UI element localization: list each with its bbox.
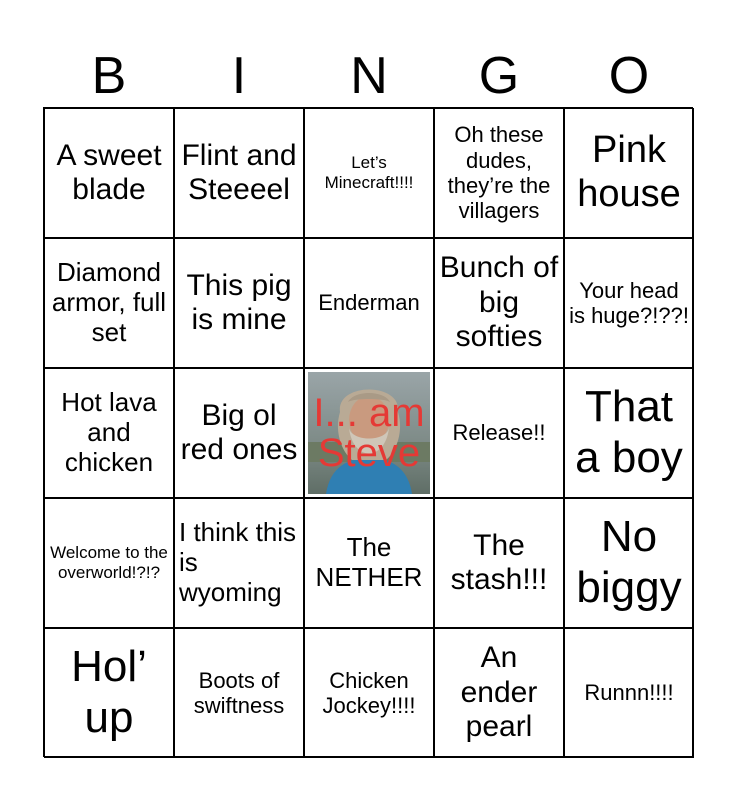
- free-space-text: I... am Steve: [313, 391, 425, 475]
- cell-text: That a boy: [575, 382, 683, 482]
- cell-text: Let’s Minecraft!!!!: [324, 153, 414, 192]
- header-letter-i: I: [231, 47, 247, 105]
- cell-text: Runnn!!!!: [584, 680, 674, 706]
- cell-text: An ender pearl: [460, 641, 538, 744]
- bingo-cell[interactable]: [304, 238, 434, 368]
- cell-text: Big ol red ones: [180, 398, 298, 466]
- bingo-cell[interactable]: [434, 238, 564, 368]
- cell-text: The stash!!!: [450, 528, 548, 596]
- bingo-cell[interactable]: [174, 108, 304, 238]
- cell-text: Hol’ up: [71, 642, 147, 742]
- cell-text: Bunch of big softies: [439, 251, 559, 354]
- header-letter-g: G: [478, 47, 520, 105]
- free-space[interactable]: [304, 368, 434, 498]
- bingo-cell[interactable]: [174, 368, 304, 498]
- cell-text: This pig is mine: [186, 268, 292, 336]
- header-letter-o: O: [608, 47, 650, 105]
- bingo-cell[interactable]: [564, 628, 694, 758]
- cell-text: Diamond armor, full set: [51, 257, 167, 347]
- cell-text: Hot lava and chicken: [61, 387, 157, 477]
- bingo-cell[interactable]: [44, 628, 174, 758]
- bingo-cell[interactable]: [44, 368, 174, 498]
- cell-text: Welcome to the overworld!?!?: [50, 543, 168, 582]
- bingo-grid: [43, 107, 693, 757]
- bingo-cell[interactable]: [44, 238, 174, 368]
- cell-text: Enderman: [318, 290, 420, 316]
- bingo-cell[interactable]: [434, 498, 564, 628]
- cell-text: Chicken Jockey!!!!: [322, 667, 416, 718]
- bingo-cell[interactable]: [564, 498, 694, 628]
- header-letter-b: B: [91, 47, 127, 105]
- cell-text: Boots of swiftness: [193, 667, 285, 718]
- bingo-cell[interactable]: [174, 238, 304, 368]
- bingo-cell[interactable]: [564, 238, 694, 368]
- cell-text: Pink house: [577, 129, 681, 215]
- bingo-cell[interactable]: [564, 108, 694, 238]
- bingo-cell[interactable]: [434, 368, 564, 498]
- bingo-header: [44, 44, 694, 108]
- bingo-cell[interactable]: [434, 108, 564, 238]
- bingo-cell[interactable]: [304, 498, 434, 628]
- cell-text: Flint and Steeeel: [181, 138, 297, 206]
- bingo-cell[interactable]: [564, 368, 694, 498]
- bingo-cell[interactable]: [174, 628, 304, 758]
- header-letter-n: N: [350, 47, 388, 105]
- cell-text: Your head is huge?!??!: [569, 277, 689, 328]
- bingo-cell[interactable]: [44, 108, 174, 238]
- cell-text: Release!!: [452, 420, 546, 446]
- cell-text: The NETHER: [315, 532, 423, 592]
- cell-text: I think this is wyoming: [179, 517, 297, 607]
- bingo-cell[interactable]: [174, 498, 304, 628]
- bingo-cell[interactable]: [434, 628, 564, 758]
- bingo-cell[interactable]: [304, 628, 434, 758]
- bingo-cell[interactable]: [304, 108, 434, 238]
- cell-text: Oh these dudes, they’re the villagers: [447, 122, 551, 224]
- cell-text: No biggy: [576, 512, 682, 612]
- cell-text: A sweet blade: [56, 138, 162, 206]
- bingo-cell[interactable]: [44, 498, 174, 628]
